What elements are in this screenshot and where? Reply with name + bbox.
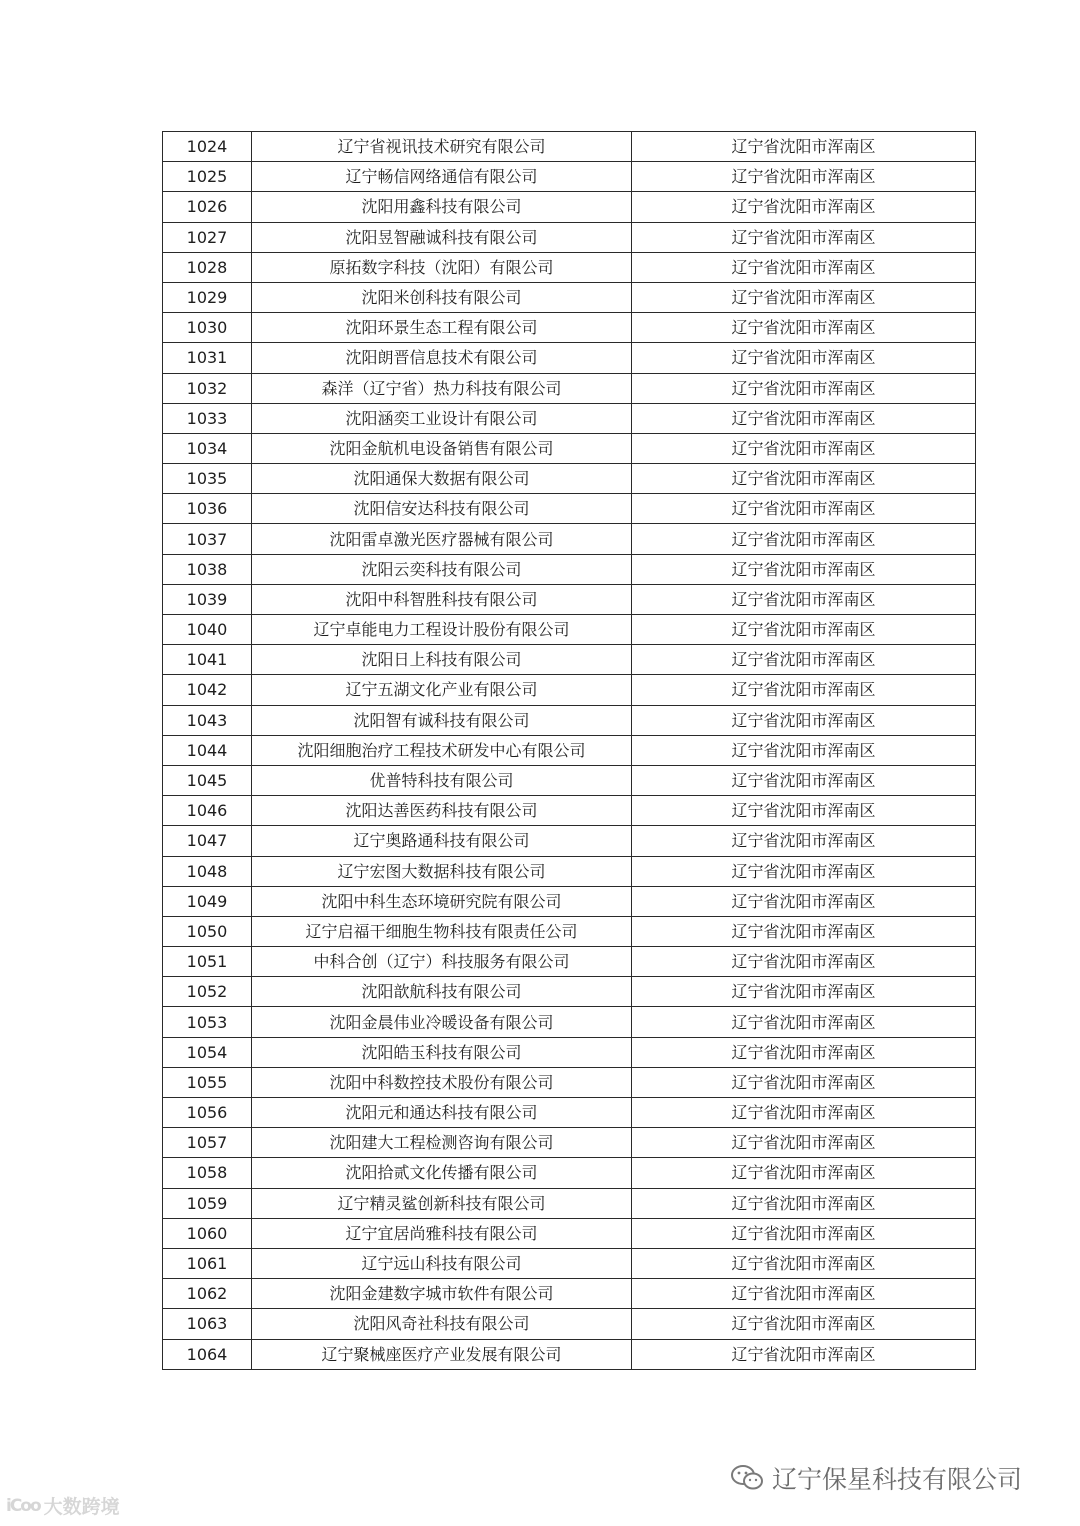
company-name: 沈阳用鑫科技有限公司	[252, 192, 632, 222]
company-district: 辽宁省沈阳市浑南区	[632, 282, 976, 312]
company-district: 辽宁省沈阳市浑南区	[632, 222, 976, 252]
company-name: 沈阳信安达科技有限公司	[252, 494, 632, 524]
company-name: 辽宁远山科技有限公司	[252, 1248, 632, 1278]
row-number: 1043	[163, 705, 252, 735]
table-row	[163, 524, 976, 554]
company-district: 辽宁省沈阳市浑南区	[632, 494, 976, 524]
company-name: 沈阳智有诚科技有限公司	[252, 705, 632, 735]
row-number: 1060	[163, 1218, 252, 1248]
table-row	[163, 1339, 976, 1369]
company-district: 辽宁省沈阳市浑南区	[632, 192, 976, 222]
watermark-left-text: 大数跨境	[43, 1496, 120, 1518]
company-district: 辽宁省沈阳市浑南区	[632, 1128, 976, 1158]
company-name: 沈阳米创科技有限公司	[252, 282, 632, 312]
table-row	[163, 1128, 976, 1158]
table-row	[163, 1218, 976, 1248]
table-row	[163, 796, 976, 826]
company-district: 辽宁省沈阳市浑南区	[632, 554, 976, 584]
wechat-icon	[730, 1464, 764, 1492]
table-row	[163, 162, 976, 192]
row-number: 1051	[163, 947, 252, 977]
company-name: 辽宁宏图大数据科技有限公司	[252, 856, 632, 886]
table-row	[163, 856, 976, 886]
row-number: 1030	[163, 313, 252, 343]
company-district: 辽宁省沈阳市浑南区	[632, 1218, 976, 1248]
company-district: 辽宁省沈阳市浑南区	[632, 584, 976, 614]
table-row	[163, 252, 976, 282]
company-district: 辽宁省沈阳市浑南区	[632, 645, 976, 675]
company-name: 中科合创（辽宁）科技服务有限公司	[252, 947, 632, 977]
table-row	[163, 1158, 976, 1188]
company-district: 辽宁省沈阳市浑南区	[632, 886, 976, 916]
company-name: 沈阳风奇社科技有限公司	[252, 1309, 632, 1339]
company-name: 沈阳云奕科技有限公司	[252, 554, 632, 584]
company-district: 辽宁省沈阳市浑南区	[632, 313, 976, 343]
table-row	[163, 373, 976, 403]
company-name: 辽宁卓能电力工程设计股份有限公司	[252, 615, 632, 645]
table-row	[163, 615, 976, 645]
company-district: 辽宁省沈阳市浑南区	[632, 735, 976, 765]
company-district: 辽宁省沈阳市浑南区	[632, 132, 976, 162]
company-district: 辽宁省沈阳市浑南区	[632, 796, 976, 826]
table-row	[163, 765, 976, 795]
row-number: 1035	[163, 464, 252, 494]
row-number: 1063	[163, 1309, 252, 1339]
company-name: 沈阳雷卓激光医疗器械有限公司	[252, 524, 632, 554]
row-number: 1054	[163, 1037, 252, 1067]
table-row	[163, 584, 976, 614]
row-number: 1048	[163, 856, 252, 886]
row-number: 1064	[163, 1339, 252, 1369]
row-number: 1042	[163, 675, 252, 705]
company-name: 沈阳日上科技有限公司	[252, 645, 632, 675]
table-row	[163, 1248, 976, 1278]
company-district: 辽宁省沈阳市浑南区	[632, 1339, 976, 1369]
row-number: 1024	[163, 132, 252, 162]
company-name: 沈阳中科生态环境研究院有限公司	[252, 886, 632, 916]
company-name: 沈阳中科智胜科技有限公司	[252, 584, 632, 614]
company-name: 沈阳金建数字城市软件有限公司	[252, 1279, 632, 1309]
table-row	[163, 494, 976, 524]
company-district: 辽宁省沈阳市浑南区	[632, 162, 976, 192]
row-number: 1037	[163, 524, 252, 554]
company-district: 辽宁省沈阳市浑南区	[632, 524, 976, 554]
company-name: 沈阳中科数控技术股份有限公司	[252, 1067, 632, 1097]
watermark-right-text: 辽宁保星科技有限公司	[772, 1465, 1023, 1494]
row-number: 1050	[163, 916, 252, 946]
company-district: 辽宁省沈阳市浑南区	[632, 705, 976, 735]
table-row	[163, 675, 976, 705]
company-district: 辽宁省沈阳市浑南区	[632, 977, 976, 1007]
table-row	[163, 1188, 976, 1218]
table-row	[163, 826, 976, 856]
table-row	[163, 645, 976, 675]
row-number: 1062	[163, 1279, 252, 1309]
row-number: 1055	[163, 1067, 252, 1097]
watermark-left	[6, 1492, 120, 1519]
company-name: 辽宁省视讯技术研究有限公司	[252, 132, 632, 162]
row-number: 1058	[163, 1158, 252, 1188]
row-number: 1045	[163, 765, 252, 795]
row-number: 1031	[163, 343, 252, 373]
table-row	[163, 1309, 976, 1339]
table-body	[163, 132, 976, 1370]
company-name: 辽宁宜居尚雅科技有限公司	[252, 1218, 632, 1248]
table-row	[163, 192, 976, 222]
row-number: 1041	[163, 645, 252, 675]
company-district: 辽宁省沈阳市浑南区	[632, 1067, 976, 1097]
table-row	[163, 282, 976, 312]
table-row	[163, 132, 976, 162]
row-number: 1052	[163, 977, 252, 1007]
company-name: 辽宁畅信网络通信有限公司	[252, 162, 632, 192]
company-district: 辽宁省沈阳市浑南区	[632, 615, 976, 645]
company-district: 辽宁省沈阳市浑南区	[632, 916, 976, 946]
company-district: 辽宁省沈阳市浑南区	[632, 1158, 976, 1188]
company-name: 沈阳建大工程检测咨询有限公司	[252, 1128, 632, 1158]
company-district: 辽宁省沈阳市浑南区	[632, 1037, 976, 1067]
company-district: 辽宁省沈阳市浑南区	[632, 675, 976, 705]
company-name: 沈阳昱智融诚科技有限公司	[252, 222, 632, 252]
company-name: 沈阳金晨伟业冷暖设备有限公司	[252, 1007, 632, 1037]
company-name: 沈阳朗晋信息技术有限公司	[252, 343, 632, 373]
company-name: 沈阳拾贰文化传播有限公司	[252, 1158, 632, 1188]
company-district: 辽宁省沈阳市浑南区	[632, 947, 976, 977]
table-row	[163, 705, 976, 735]
company-name: 沈阳歆航科技有限公司	[252, 977, 632, 1007]
company-name: 沈阳元和通达科技有限公司	[252, 1098, 632, 1128]
company-name: 优普特科技有限公司	[252, 765, 632, 795]
row-number: 1029	[163, 282, 252, 312]
row-number: 1036	[163, 494, 252, 524]
table-row	[163, 947, 976, 977]
row-number: 1025	[163, 162, 252, 192]
company-district: 辽宁省沈阳市浑南区	[632, 1098, 976, 1128]
company-name: 沈阳达善医药科技有限公司	[252, 796, 632, 826]
company-name: 森洋（辽宁省）热力科技有限公司	[252, 373, 632, 403]
row-number: 1028	[163, 252, 252, 282]
row-number: 1038	[163, 554, 252, 584]
row-number: 1047	[163, 826, 252, 856]
company-district: 辽宁省沈阳市浑南区	[632, 464, 976, 494]
table-row	[163, 916, 976, 946]
company-district: 辽宁省沈阳市浑南区	[632, 856, 976, 886]
row-number: 1034	[163, 433, 252, 463]
row-number: 1033	[163, 403, 252, 433]
row-number: 1040	[163, 615, 252, 645]
row-number: 1057	[163, 1128, 252, 1158]
company-name: 辽宁精灵鲨创新科技有限公司	[252, 1188, 632, 1218]
company-district: 辽宁省沈阳市浑南区	[632, 403, 976, 433]
row-number: 1046	[163, 796, 252, 826]
table-row	[163, 1098, 976, 1128]
company-district: 辽宁省沈阳市浑南区	[632, 252, 976, 282]
company-district: 辽宁省沈阳市浑南区	[632, 433, 976, 463]
table-row	[163, 554, 976, 584]
company-district: 辽宁省沈阳市浑南区	[632, 1309, 976, 1339]
row-number: 1039	[163, 584, 252, 614]
row-number: 1027	[163, 222, 252, 252]
table-row	[163, 222, 976, 252]
company-district: 辽宁省沈阳市浑南区	[632, 1248, 976, 1278]
company-district: 辽宁省沈阳市浑南区	[632, 1279, 976, 1309]
company-table	[162, 131, 976, 1370]
company-name: 沈阳金航机电设备销售有限公司	[252, 433, 632, 463]
company-name: 辽宁五湖文化产业有限公司	[252, 675, 632, 705]
table-row	[163, 1007, 976, 1037]
company-name: 原拓数字科技（沈阳）有限公司	[252, 252, 632, 282]
company-name: 辽宁启福干细胞生物科技有限责任公司	[252, 916, 632, 946]
row-number: 1059	[163, 1188, 252, 1218]
company-district: 辽宁省沈阳市浑南区	[632, 1188, 976, 1218]
company-name: 沈阳涵奕工业设计有限公司	[252, 403, 632, 433]
row-number: 1032	[163, 373, 252, 403]
company-district: 辽宁省沈阳市浑南区	[632, 765, 976, 795]
watermark-logo: iCoo	[6, 1495, 40, 1516]
company-name: 沈阳皓玉科技有限公司	[252, 1037, 632, 1067]
company-district: 辽宁省沈阳市浑南区	[632, 1007, 976, 1037]
table-row	[163, 313, 976, 343]
table-row	[163, 886, 976, 916]
row-number: 1044	[163, 735, 252, 765]
table-row	[163, 977, 976, 1007]
company-name: 沈阳细胞治疗工程技术研发中心有限公司	[252, 735, 632, 765]
table-row	[163, 343, 976, 373]
company-district: 辽宁省沈阳市浑南区	[632, 373, 976, 403]
table-row	[163, 433, 976, 463]
company-name: 沈阳环景生态工程有限公司	[252, 313, 632, 343]
company-name: 辽宁奥路通科技有限公司	[252, 826, 632, 856]
row-number: 1049	[163, 886, 252, 916]
company-name: 辽宁聚械座医疗产业发展有限公司	[252, 1339, 632, 1369]
table-row	[163, 464, 976, 494]
table-row	[163, 1067, 976, 1097]
watermark-right	[730, 1460, 1022, 1496]
row-number: 1056	[163, 1098, 252, 1128]
table-row	[163, 1279, 976, 1309]
table-row	[163, 735, 976, 765]
company-district: 辽宁省沈阳市浑南区	[632, 826, 976, 856]
table-row	[163, 1037, 976, 1067]
table-row	[163, 403, 976, 433]
company-district: 辽宁省沈阳市浑南区	[632, 343, 976, 373]
row-number: 1026	[163, 192, 252, 222]
row-number: 1053	[163, 1007, 252, 1037]
row-number: 1061	[163, 1248, 252, 1278]
company-name: 沈阳通保大数据有限公司	[252, 464, 632, 494]
